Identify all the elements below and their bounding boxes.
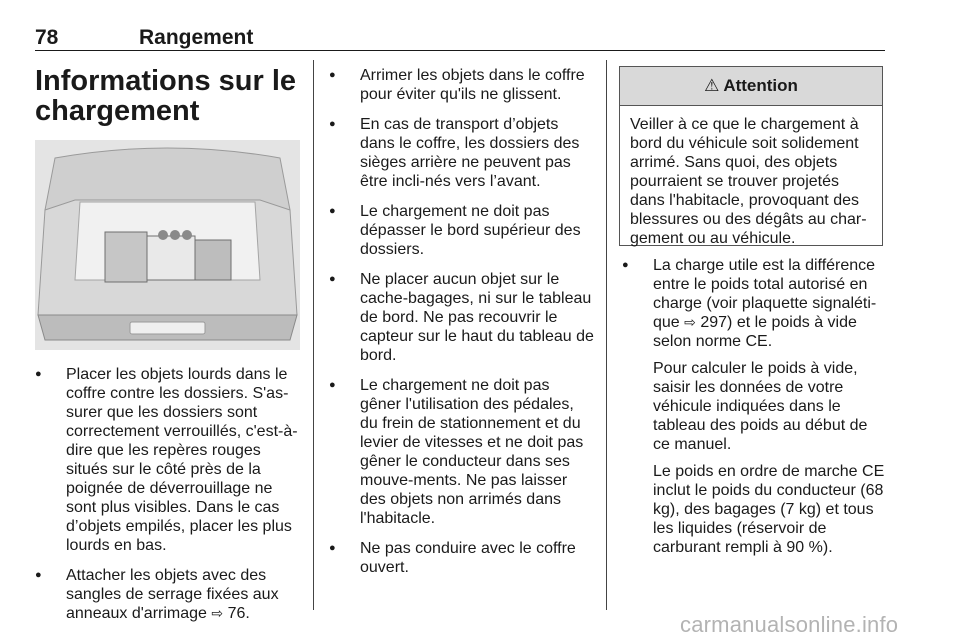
watermark-footer: carmanualsonline.info [680, 612, 899, 637]
list-item: ● Placer les objets lourds dans le coffre contre les dossiers. S'as-surer que les dossiers sont correctement verrouillés, c'est-à-dire que les repères rouges situés sur le côté près de la poignée de déverrouillage ne sont plus visibles. Dans le cas d’objets empilés, placer les plus lourds en bas. [35, 365, 300, 555]
list-item: ● La charge utile est la différence entre le poids total autorisé en charge (voir plaquette signaléti-que ⇨ 297) et le poids à vide selon norme CE. Pour calculer le poids à vide, saisir les données de votre véhicule indiquées dans le tableau des poids au début de ce manuel. Le poids en ordre de marche CE inclut le poids du conducteur (68 kg), des bagages (7 kg) et tous les liquides (réservoir de carburant rempli à 90 %). [622, 256, 887, 557]
page-header [35, 22, 885, 51]
list-item: ● Ne placer aucun objet sur le cache-bagages, ni sur le tableau de bord. Ne pas recouvrir le capteur sur le haut du tableau de bord. [329, 270, 594, 365]
list-item: ● Le chargement ne doit pas dépasser le bord supérieur des dossiers. [329, 202, 594, 259]
column-3 [622, 256, 887, 568]
list-item: ● Arrimer les objets dans le coffre pour éviter qu'ils ne glissent. [329, 66, 594, 104]
warning-box [619, 66, 883, 246]
list-item: ● Attacher les objets avec des sangles de serrage fixées aux anneaux d'arrimage ⇨ 76. [35, 566, 300, 623]
column-divider-1 [313, 60, 314, 610]
warning-triangle-icon: ⚠ [704, 76, 720, 95]
warning-header [620, 67, 882, 106]
page-number: 78 [35, 26, 59, 49]
cross-reference-arrow-icon[interactable]: ⇨ [211, 605, 224, 621]
paragraph: Le poids en ordre de marche CE inclut le poids du conducteur (68 kg), des bagages (7 kg) et tous les liquides (réservoir de carburant rempli à 90 %). [653, 463, 885, 556]
section-title: Rangement [139, 26, 254, 49]
paragraph: Pour calculer le poids à vide, saisir les données de votre véhicule indiquées dans le tableau des poids au début de ce manuel. [653, 360, 868, 453]
warning-text: Veiller à ce que le chargement à bord du véhicule soit solidement arrimé. Sans quoi, des objets pourraient se trouver projetés dans l'habitacle, provoquant des blessures ou des dégâts au char-gement ou au véhicule. [630, 116, 867, 247]
list-item: ● Ne pas conduire avec le coffre ouvert. [329, 539, 594, 577]
column-divider-2 [606, 60, 607, 610]
column-1 [35, 365, 300, 634]
cross-reference-arrow-icon[interactable]: ⇨ [684, 314, 696, 330]
trunk-loading-illustration [35, 140, 300, 350]
page-title: Informations sur le chargement [35, 65, 297, 127]
column-2 [329, 66, 594, 588]
warning-title: Attention [723, 76, 798, 95]
list-item: ● Le chargement ne doit pas gêner l'utilisation des pédales, du frein de stationnement et du levier de vitesses et ne doit pas gêner le conducteur dans ses mouve-ments. Ne pas laisser des objets non arrimés dans l'habitacle. [329, 376, 594, 528]
list-item: ● En cas de transport d’objets dans le coffre, les dossiers des sièges arrière ne peuvent pas être incli-nés vers l’avant. [329, 115, 594, 191]
